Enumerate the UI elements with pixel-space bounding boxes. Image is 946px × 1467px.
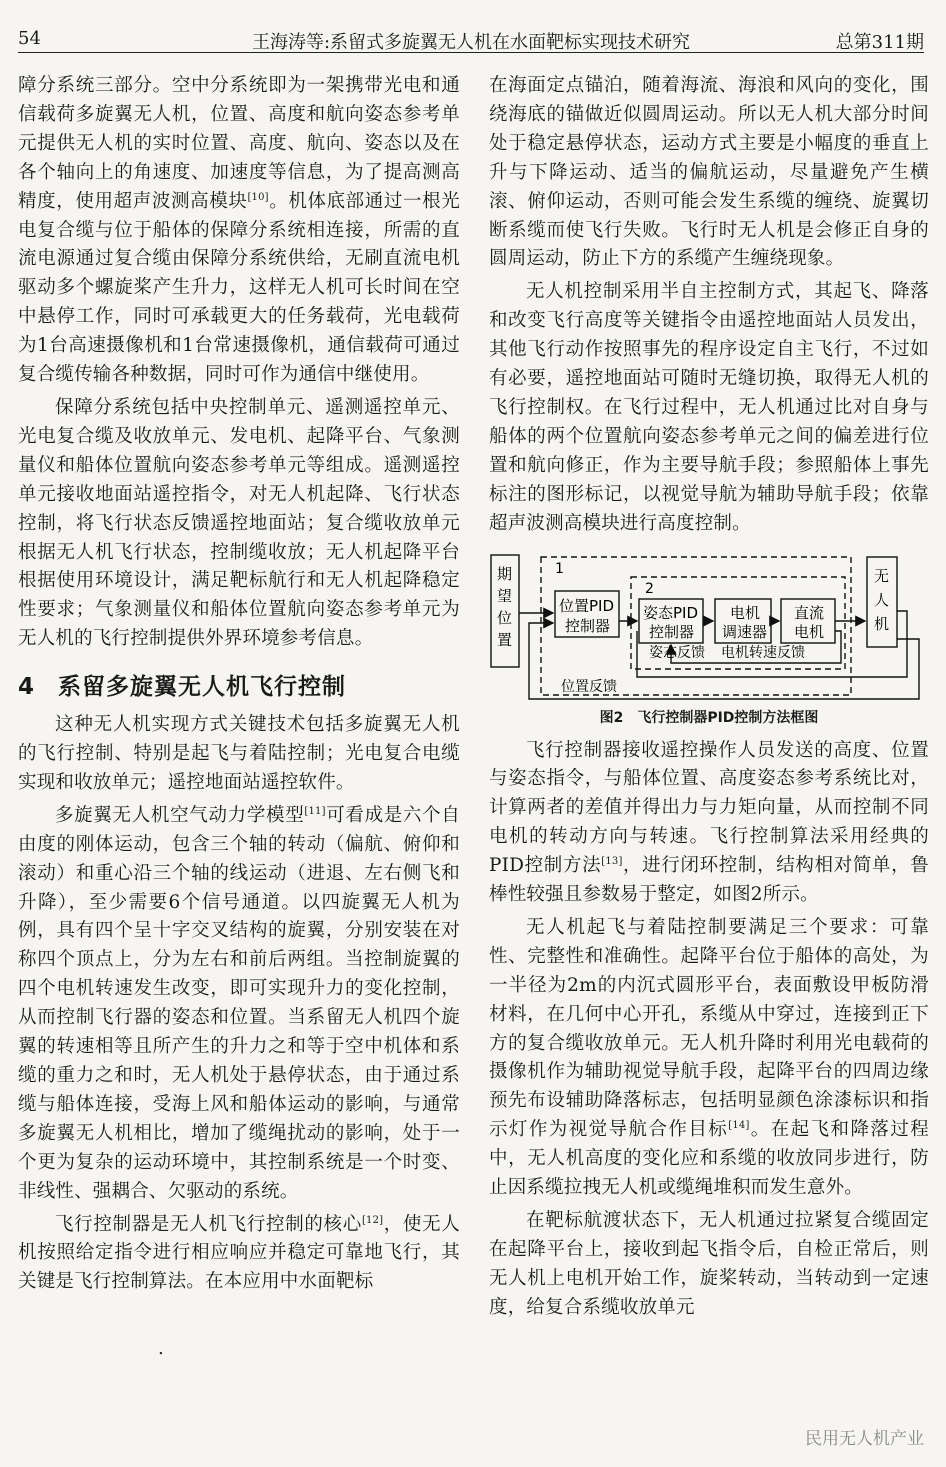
loop2-label: 2 — [645, 580, 654, 597]
citation: [11] — [304, 805, 326, 817]
running-title: 王海涛等:系留式多旋翼无人机在水面靶标实现技术研究 — [251, 32, 691, 53]
motor-esc-text: 电机调速器 — [722, 603, 768, 641]
fb-motor-label: 电机转速反馈 — [721, 644, 805, 661]
watermark: 民用无人机产业 — [805, 1424, 924, 1449]
paragraph: 这种无人机实现方式关键技术包括多旋翼无人机的飞行控制、特别是起飞与着陆控制；光电复合电缆实现和收放单元；遥控地面站遥控软件。 — [18, 714, 460, 793]
pid-block-diagram — [489, 551, 929, 703]
page-number: 54 — [18, 28, 41, 49]
citation: [14] — [728, 1120, 750, 1132]
position-pid-text: 位置PID 控制器 — [559, 596, 615, 635]
right-column — [489, 72, 929, 1323]
paragraph: 飞行控制器是无人机飞行控制的核心[12]，使无人机按照给定指令进行相应响应并稳定可靠地飞行，其关键是飞行控制算法。在本应用中水面靶标 — [18, 1213, 460, 1293]
paragraph: 无人机起飞与着陆控制要满足三个要求：可靠性、完整性和准确性。起降平台位于船体的高处，为一半径为2m的内沉式圆形平台，表面敷设甲板防滑材料，在几何中心开孔，系缆从中穿过，连接到正下方的复合缆收放单元。无人机升降时利用光电载荷的摄像机作为辅助视觉导航手段，起降平台的四周边缘预先布设辅助降落标志，包括明显颜色涂漆标识和指示灯作为视觉导航合作目标[14]。在起飞和降落过程中，无人机高度的变化应和系缆的收放同步进行，防止因系缆拉拽无人机或缆绳堆积而发生意外。 — [489, 916, 929, 1199]
stray-dot: . — [158, 1338, 164, 1359]
fb-position-label: 位置反馈 — [561, 678, 617, 695]
section-title: 系留多旋翼无人机飞行控制 — [58, 674, 346, 701]
paragraph: 保障分系统包括中央控制单元、遥测遥控单元、光电复合缆及收放单元、发电机、起降平台、气象测量仪和船体位置航向姿态参考单元等组成。遥测遥控单元接收地面站遥控指令，对无人机起降、飞行状态控制，将飞行状态反馈遥控地面站；复合缆收放单元根据无人机飞行状态，控制缆收放；无人机起降平台根据使用环境设计，满足靶标航行和无人机起降稳定性要求；气象测量仪和船体位置航向姿态参考单元为无人机的飞行控制提供外界环境参考信息。 — [18, 396, 460, 650]
paragraph: 在海面定点锚泊，随着海流、海浪和风向的变化，围绕海底的锚做近似圆周运动。所以无人机大部分时间处于稳定悬停状态，运动方式主要是小幅度的垂直上升与下降运动、适当的偏航运动，尽量避免产生横滚、俯仰运动，否则可能会发生系缆的缠绕、旋翼切断系缆而使飞行失败。飞行时无人机是会修正自身的圆周运动，防止下方的系缆产生缠绕现象。 — [489, 75, 929, 270]
input-label: 期望位置 — [497, 564, 513, 649]
paragraph: 多旋翼无人机空气动力学模型[11]可看成是六个自由度的刚体运动，包含三个轴的转动（偏航、俯仰和滚动）和重心沿三个轴的线运动（进退、左右侧飞和升降），至少需要6个信号通道。以四旋翼无人机为例，具有四个呈十字交叉结构的旋翼，分别安装在对称四个顶点上，分为左右和前后两组。当控制旋翼的四个电机转速发生改变，即可实现升力的变化控制，从而控制飞行器的姿态和位置。当系留无人机四个旋翼的转速相等且所产生的升力之和等于空中机体和系缆的重力之和时，无人机处于悬停状态，由于通过系缆与船体连接，受海上风和船体运动的影响，与通常多旋翼无人机相比，增加了缆绳扰动的影响，处于一个更为复杂的运动环境中，其控制系统是一个时变、非线性、强耦合、欠驱动的系统。 — [18, 804, 460, 1202]
figure-pid-diagram — [489, 551, 929, 703]
citation: [10] — [247, 191, 269, 203]
attitude-pid-text: 姿态PID 控制器 — [643, 603, 699, 641]
dc-motor-text: 直流电机 — [794, 603, 825, 641]
section-number: 4 — [18, 674, 36, 701]
citation: [12] — [361, 1214, 384, 1226]
paragraph: 无人机控制采用半自主控制方式，其起飞、降落和改变飞行高度等关键指令由遥控地面站人员发出，其他飞行动作按照事先的程序设定自主飞行，不过如有必要，遥控地面站可随时无缝切换，取得无人机的飞行控制权。在飞行过程中，无人机通过比对自身与船体的两个位置航向姿态参考单元之间的偏差进行位置和航向修正，作为主要导航手段；参照船体上事先标注的图形标记，以视觉导航为辅助导航手段；依靠超声波测高模块进行高度控制。 — [489, 281, 929, 534]
output-label: 无人机 — [874, 566, 890, 633]
fb-attitude-label: 姿态反馈 — [649, 644, 705, 661]
running-header — [18, 22, 924, 53]
section-heading — [18, 668, 460, 701]
citation: [13] — [601, 856, 623, 868]
loop1-label: 1 — [555, 560, 564, 577]
figure-caption: 图2 飞行控制器PID控制方法框图 — [599, 709, 819, 726]
paragraph: 飞行控制器接收遥控操作人员发送的高度、位置与姿态指令，与船体位置、高度姿态参考系统比对，计算两者的差值并得出力与力矩向量，从而控制不同电机的转动方向与转速。飞行控制算法采用经典的PID控制方法[13]，进行闭环控制，结构相对简单，鲁棒性较强且参数易于整定，如图2所示。 — [489, 739, 929, 906]
issue-number: 总第311期 — [835, 32, 924, 53]
paragraph: 在靶标航渡状态下，无人机通过拉紧复合缆固定在起降平台上，接收到起飞指令后，自检正常后，则无人机上电机开始工作，旋桨转动，当转动到一定速度，给复合系缆收放单元 — [489, 1210, 929, 1318]
paragraph: 障分系统三部分。空中分系统即为一架携带光电和通信载荷多旋翼无人机，位置、高度和航向姿态参考单元提供无人机的实时位置、高度、航向、姿态以及在各个轴向上的角速度、加速度等信息，为了提高测高精度，使用超声波测高模块[10]。机体底部通过一根光电复合缆与位于船体的保障分系统相连接，所需的直流电源通过复合缆由保障分系统供给，无刷直流电机驱动多个螺旋桨产生升力，这样无人机可长时间在空中悬停工作，同时可承载更大的任务载荷，光电载荷为1台高速摄像机和1台常速摄像机，通信载荷可通过复合缆传输各种数据，同时可作为通信中继使用。 — [18, 75, 460, 386]
left-column — [18, 72, 460, 1297]
